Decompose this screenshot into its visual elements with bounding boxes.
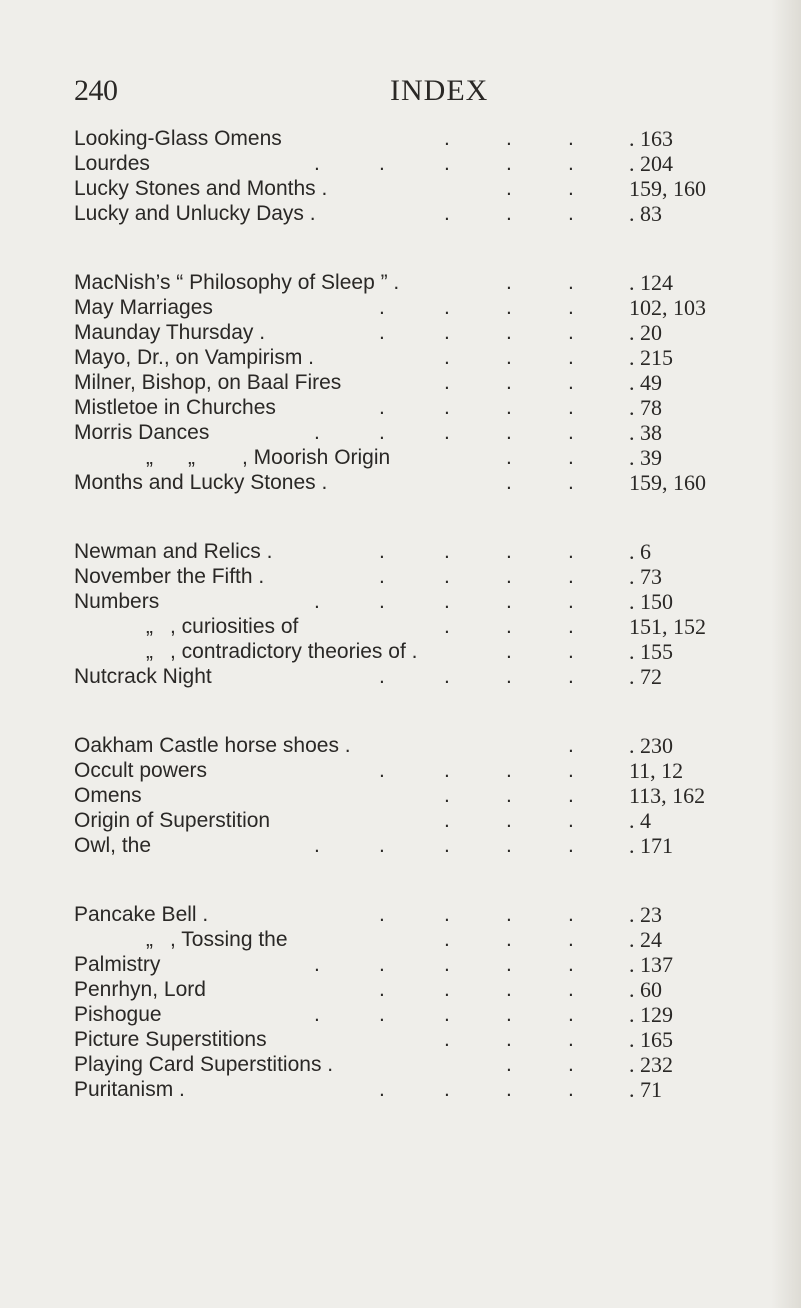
leader-dot: . (568, 271, 574, 294)
leader-dot: . (444, 396, 450, 419)
leader-dot: . (506, 421, 512, 444)
page-reference: . 230 (629, 733, 673, 758)
leader-dot: . (314, 1003, 320, 1026)
index-term: Origin of Superstition (74, 809, 271, 832)
leader-dot: . (506, 953, 512, 976)
index-term: Oakham Castle horse shoes . (74, 734, 351, 757)
leader-dot: . (568, 471, 574, 494)
index-section-o (74, 733, 764, 858)
leader-dot: . (379, 953, 385, 976)
index-entry (74, 345, 764, 370)
index-term: MacNish’s “ Philosophy of Sleep ” . (74, 271, 400, 294)
leader-dot: . (506, 1003, 512, 1026)
index-entry (74, 445, 764, 470)
page-reference: . 124 (629, 270, 673, 295)
leader-dot: . (506, 396, 512, 419)
leader-dot: . (444, 809, 450, 832)
leader-dot: . (568, 127, 574, 150)
page-reference: . 150 (629, 589, 673, 614)
index-entry (74, 808, 764, 833)
leader-dot: . (379, 665, 385, 688)
leader-dot: . (379, 396, 385, 419)
leader-dot: . (314, 590, 320, 613)
leader-dot: . (568, 590, 574, 613)
index-entry (74, 1002, 764, 1027)
index-term: Mayo, Dr., on Vampirism . (74, 346, 315, 369)
page-reference: . 163 (629, 126, 673, 151)
leader-dot: . (379, 1003, 385, 1026)
index-entry (74, 758, 764, 783)
leader-dot: . (379, 152, 385, 175)
leader-dot: . (444, 202, 450, 225)
leader-dot: . (506, 1078, 512, 1101)
index-entry (74, 151, 764, 176)
index-entry (74, 977, 764, 1002)
index-entry (74, 126, 764, 151)
index-section-m (74, 270, 764, 495)
index-entry (74, 370, 764, 395)
leader-dot: . (568, 1003, 574, 1026)
page-reference: 102, 103 (629, 295, 706, 320)
leader-dot: . (506, 978, 512, 1001)
page-reference: . 78 (629, 395, 662, 420)
page-reference: . 165 (629, 1027, 673, 1052)
leader-dot: . (506, 371, 512, 394)
leader-dot: . (506, 903, 512, 926)
leader-dot: . (568, 640, 574, 663)
page-reference: 113, 162 (629, 783, 706, 808)
leader-dot: . (568, 1078, 574, 1101)
leader-dot: . (314, 421, 320, 444)
leader-dot: . (506, 202, 512, 225)
index-term: Nutcrack Night (74, 665, 212, 688)
leader-dot: . (506, 346, 512, 369)
leader-dot: . (568, 834, 574, 857)
leader-dot: . (568, 371, 574, 394)
leader-dot: . (506, 784, 512, 807)
leader-dot: . (506, 834, 512, 857)
index-entry (74, 639, 764, 664)
leader-dot: . (568, 540, 574, 563)
leader-dot: . (568, 202, 574, 225)
leader-dot: . (568, 446, 574, 469)
leader-dot: . (568, 152, 574, 175)
leader-dot: . (444, 615, 450, 638)
page-reference: 11, 12 (629, 758, 684, 783)
page-reference: . 20 (629, 320, 662, 345)
index-entry (74, 176, 764, 201)
index-term: Picture Superstitions (74, 1028, 267, 1051)
leader-dot: . (506, 928, 512, 951)
leader-dot: . (568, 1053, 574, 1076)
leader-dot: . (506, 471, 512, 494)
leader-dot: . (379, 296, 385, 319)
leader-dot: . (379, 421, 385, 444)
index-term: Owl, the (74, 834, 152, 857)
leader-dot: . (568, 396, 574, 419)
leader-dot: . (379, 978, 385, 1001)
leader-dot: . (444, 665, 450, 688)
page-reference: . 83 (629, 201, 662, 226)
leader-dot: . (444, 565, 450, 588)
index-term: May Marriages (74, 296, 213, 319)
index-entry (74, 952, 764, 977)
page-reference: . 23 (629, 902, 662, 927)
leader-dot: . (506, 665, 512, 688)
leader-dot: . (379, 903, 385, 926)
leader-dot: . (568, 784, 574, 807)
page-reference: . 71 (629, 1077, 662, 1102)
page-reference: . 24 (629, 927, 662, 952)
index-term: Pishogue (74, 1003, 162, 1026)
index-entry (74, 420, 764, 445)
index-term: , contradictory theories of . (170, 640, 418, 663)
ditto-mark: „ „ (146, 446, 195, 469)
index-term: Playing Card Superstitions . (74, 1053, 334, 1076)
page-reference: . 137 (629, 952, 673, 977)
leader-dot: . (506, 640, 512, 663)
page-reference: . 49 (629, 370, 662, 395)
leader-dot: . (568, 734, 574, 757)
leader-dot: . (568, 321, 574, 344)
leader-dot: . (314, 152, 320, 175)
index-entry (74, 664, 764, 689)
index-entry (74, 927, 764, 952)
leader-dot: . (568, 903, 574, 926)
page-reference: . 204 (629, 151, 673, 176)
leader-dot: . (506, 177, 512, 200)
leader-dot: . (506, 565, 512, 588)
leader-dot: . (444, 321, 450, 344)
leader-dot: . (568, 759, 574, 782)
leader-dot: . (314, 953, 320, 976)
leader-dot: . (444, 903, 450, 926)
index-entry (74, 564, 764, 589)
leader-dot: . (444, 540, 450, 563)
index-term: Looking-Glass Omens (74, 127, 282, 150)
leader-dot: . (444, 590, 450, 613)
leader-dot: . (379, 1078, 385, 1101)
index-term: Morris Dances (74, 421, 210, 444)
leader-dot: . (506, 446, 512, 469)
page-reference: . 155 (629, 639, 673, 664)
index-entry (74, 395, 764, 420)
index-section-n (74, 539, 764, 689)
index-section-p (74, 902, 764, 1102)
page-reference: 159, 160 (629, 470, 706, 495)
page-reference: . 4 (629, 808, 651, 833)
leader-dot: . (444, 296, 450, 319)
leader-dot: . (444, 928, 450, 951)
leader-dot: . (506, 152, 512, 175)
leader-dot: . (568, 177, 574, 200)
leader-dot: . (568, 296, 574, 319)
leader-dot: . (444, 421, 450, 444)
page-reference: . 232 (629, 1052, 673, 1077)
page-reference: . 129 (629, 1002, 673, 1027)
leader-dot: . (444, 759, 450, 782)
leader-dot: . (568, 665, 574, 688)
index-term: Palmistry (74, 953, 161, 976)
leader-dot: . (444, 371, 450, 394)
page-reference: . 171 (629, 833, 673, 858)
page-reference: 159, 160 (629, 176, 706, 201)
index-term: Omens (74, 784, 142, 807)
index-term: Pancake Bell . (74, 903, 209, 926)
leader-dot: . (444, 953, 450, 976)
index-entry (74, 1027, 764, 1052)
leader-dot: . (444, 152, 450, 175)
page-reference: 151, 152 (629, 614, 706, 639)
index-entry (74, 295, 764, 320)
leader-dot: . (379, 321, 385, 344)
index-section-l (74, 126, 764, 226)
index-entry (74, 201, 764, 226)
leader-dot: . (506, 540, 512, 563)
leader-dot: . (506, 127, 512, 150)
page-number: 240 (74, 74, 118, 107)
leader-dot: . (379, 759, 385, 782)
leader-dot: . (444, 784, 450, 807)
index-entry (74, 783, 764, 808)
leader-dot: . (568, 953, 574, 976)
index-term: , Moorish Origin (242, 446, 391, 469)
index-term: Months and Lucky Stones . (74, 471, 328, 494)
leader-dot: . (568, 615, 574, 638)
leader-dot: . (568, 1028, 574, 1051)
index-entry (74, 539, 764, 564)
leader-dot: . (506, 1028, 512, 1051)
index-term: , curiosities of (170, 615, 299, 638)
leader-dot: . (568, 928, 574, 951)
index-entry (74, 270, 764, 295)
leader-dot: . (444, 346, 450, 369)
leader-dot: . (506, 271, 512, 294)
index-entry (74, 320, 764, 345)
page-reference: . 60 (629, 977, 662, 1002)
leader-dot: . (506, 809, 512, 832)
index-term: Milner, Bishop, on Baal Fires (74, 371, 342, 394)
leader-dot: . (314, 834, 320, 857)
index-entry (74, 733, 764, 758)
index-body (74, 126, 764, 1146)
leader-dot: . (568, 421, 574, 444)
index-term: Puritanism . (74, 1078, 185, 1101)
leader-dot: . (568, 809, 574, 832)
index-term: Penrhyn, Lord (74, 978, 206, 1001)
leader-dot: . (506, 321, 512, 344)
page-reference: . 73 (629, 564, 662, 589)
index-term: Occult powers (74, 759, 208, 782)
leader-dot: . (506, 1053, 512, 1076)
index-term: Numbers (74, 590, 160, 613)
leader-dot: . (444, 978, 450, 1001)
ditto-mark: „ (146, 928, 153, 951)
leader-dot: . (379, 590, 385, 613)
leader-dot: . (444, 1078, 450, 1101)
index-entry (74, 833, 764, 858)
page-edge-shadow (771, 0, 801, 1308)
index-entry (74, 614, 764, 639)
leader-dot: . (506, 759, 512, 782)
index-term: Lucky and Unlucky Days . (74, 202, 316, 225)
index-term: November the Fifth . (74, 565, 265, 588)
index-term: , Tossing the (170, 928, 288, 951)
page-reference: . 72 (629, 664, 662, 689)
leader-dot: . (444, 834, 450, 857)
leader-dot: . (379, 540, 385, 563)
leader-dot: . (379, 565, 385, 588)
index-term: Lucky Stones and Months . (74, 177, 328, 200)
leader-dot: . (444, 127, 450, 150)
index-term: Maunday Thursday . (74, 321, 266, 344)
index-term: Mistletoe in Churches (74, 396, 276, 419)
leader-dot: . (444, 1028, 450, 1051)
page-reference: . 38 (629, 420, 662, 445)
ditto-mark: „ (146, 615, 153, 638)
running-head-title: INDEX (390, 74, 489, 107)
index-entry (74, 470, 764, 495)
index-entry (74, 589, 764, 614)
index-entry (74, 902, 764, 927)
leader-dot: . (568, 346, 574, 369)
leader-dot: . (506, 615, 512, 638)
leader-dot: . (444, 1003, 450, 1026)
leader-dot: . (379, 834, 385, 857)
leader-dot: . (568, 978, 574, 1001)
leader-dot: . (506, 296, 512, 319)
leader-dot: . (506, 590, 512, 613)
index-entry (74, 1077, 764, 1102)
page-header (74, 74, 764, 110)
leader-dot: . (568, 565, 574, 588)
page-reference: . 215 (629, 345, 673, 370)
index-term: Lourdes (74, 152, 150, 175)
ditto-mark: „ (146, 640, 153, 663)
page-reference: . 39 (629, 445, 662, 470)
index-entry (74, 1052, 764, 1077)
page-reference: . 6 (629, 539, 651, 564)
index-term: Newman and Relics . (74, 540, 273, 563)
